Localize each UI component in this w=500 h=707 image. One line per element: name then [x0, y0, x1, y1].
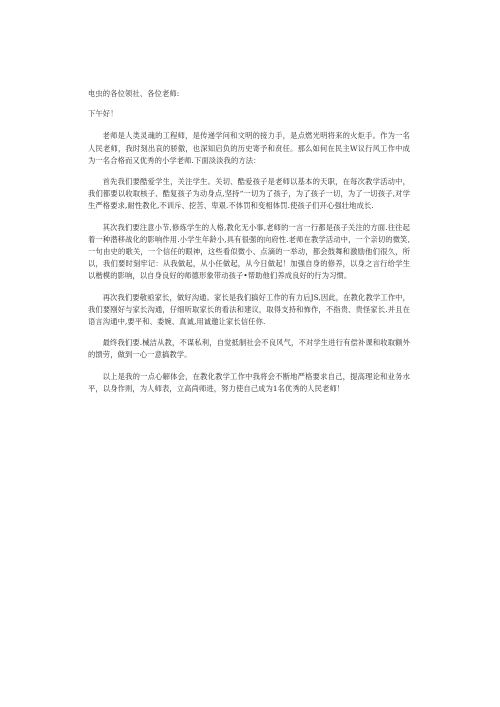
paragraph-gap [88, 213, 410, 222]
paragraph-gap [88, 362, 410, 371]
paragraph-parents: 再次我们要敬亟家长，做好沟通。家长是我们搞好工作的有力后JS,因此，在教化教学工作中，我们要刚好与家长沟通，仔细听取家长的看法和建议，取得支持和怖作，不指贵、贵怪家长.并且在语言沟通中,要平和、委婉、真诚,用诚邀让家长信任你. [88, 292, 410, 327]
paragraph-details: 其次我们要注意小节,修炼学生的人格,教化无小事,老师的一言一行都是孩子关注的方面.往往起着一种潜移战化的影响作用.小学生年龄小,具有很强的向府性.老师在教学活动中，一个亲切的微笑,一句由史的歌关，一个信任的眼神，这些看似微小、点滴的一举动，都会鼓舞和激励他们很久，所以，我们要时刻牢记：从我做起，从小任做起，从今日做起！加强自身的修养，以身之言行给学生以楷模的影响，以自身良好的师德形象带动孩子•帮助他们养成良好的行为习惯。 [88, 222, 410, 281]
paragraph-love-students: 首先我们要酷爱学生，关注学生。关切、酷爱孩子是老师以基本的天职，在每次教学活动中，我们都要以收取核子、酷复孩子为动身点,坚持“一切为了孩子，为了孩子一切，为了一切孩子,对学生严格要求,耐性教化,不训斥、挖苦、卑艰.不体罚和变相体罚.使孩子们开心强壮地成长. [88, 177, 410, 211]
greeting: 下午好！ [88, 109, 118, 119]
paragraph-gap [88, 283, 410, 292]
paragraph-conclusion: 以上是我的一点心解体会，在教化教学工作中我将会不断地严格要求自己，提高理论和业务水平，以身作则，为人师表，立高尚师进，努力使自己成为1名优秀的人民老师！ [88, 371, 410, 393]
paragraph-integrity: 最终我们要.械洁从教，不谋私利，自觉抵制社会不良风气，不对学生进行有偿补课和收取额外的馈劳，做到一心一意搞教学。 [88, 338, 410, 360]
document-body [88, 88, 410, 395]
paragraph-gap [88, 167, 410, 176]
salutation: 电虫的各位领社、各位老师: [88, 89, 180, 98]
paragraph-gap [88, 328, 410, 337]
paragraph-intro: 老师是人类灵魂的工程师，是传递学问和文明的接力手，是点燃光明将来的火炬手。作为一名人民老师，我时刻出哀的骄傲，也深知启负的历史寄予和贲任。那么如何在民主W议行风工作中成为一名合格而又优秀的小学老师.下面淡淡我的方法： [88, 131, 410, 165]
